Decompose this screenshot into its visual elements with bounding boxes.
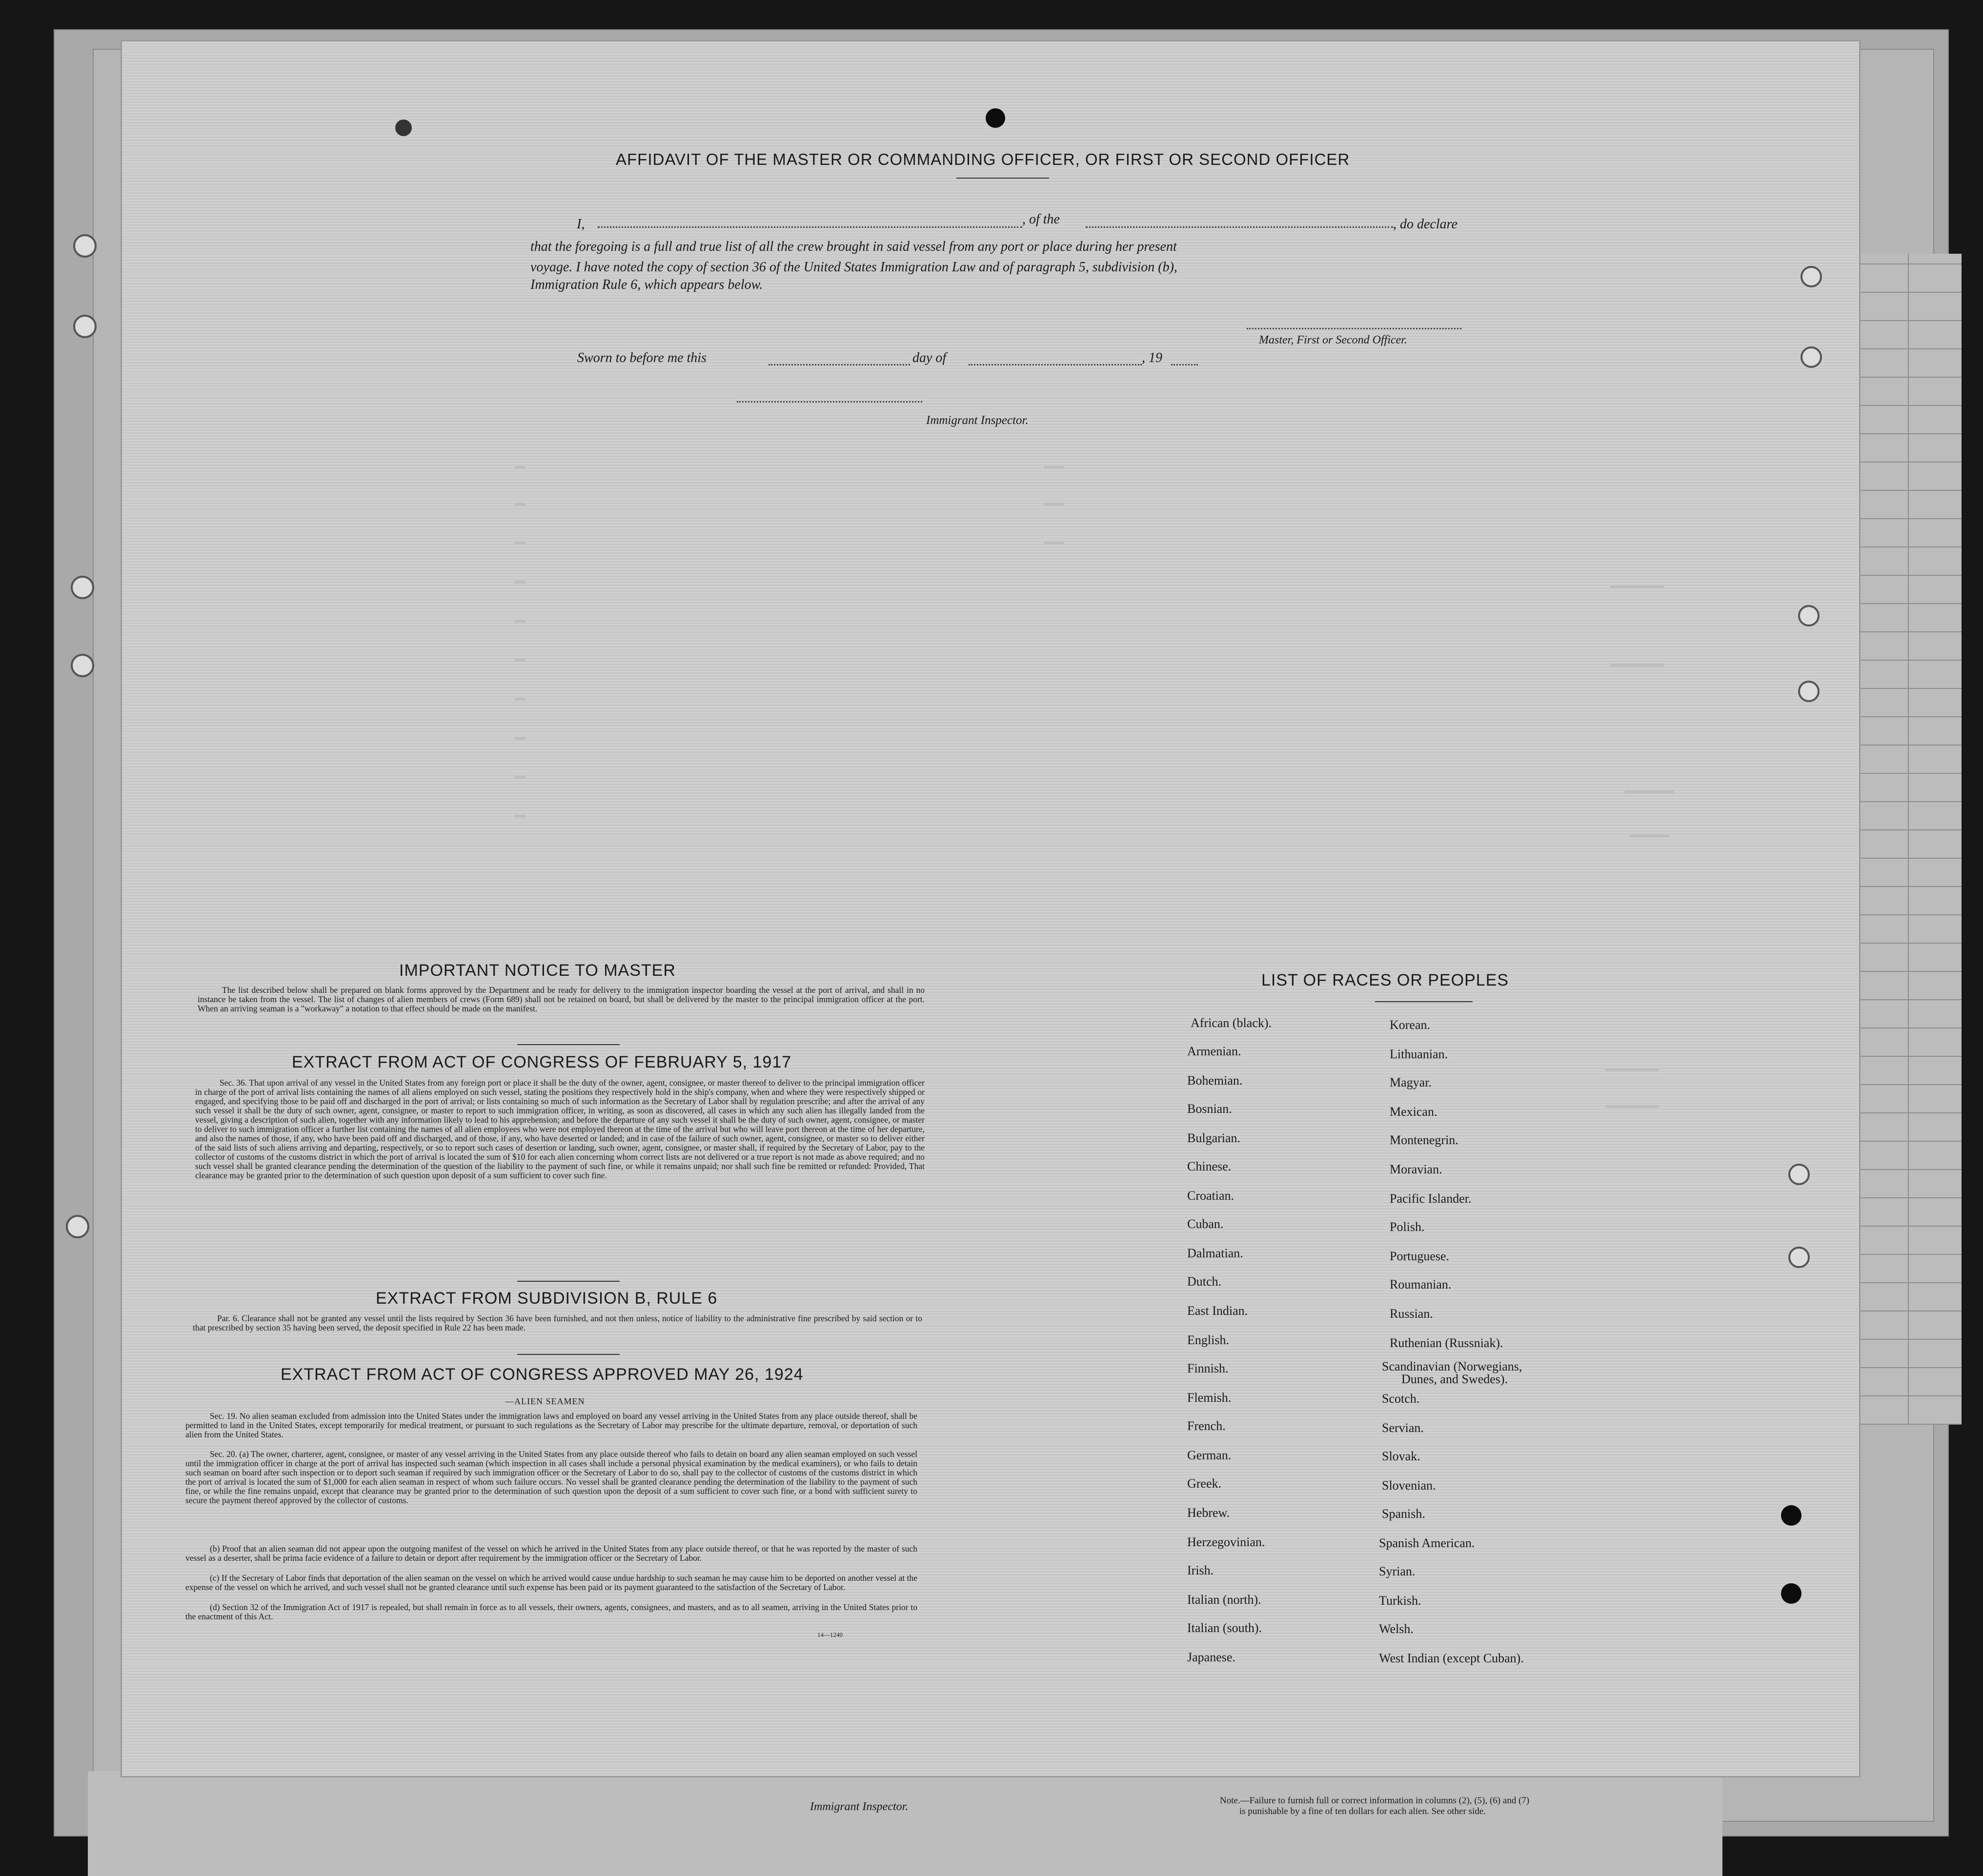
bleed-through-mark [515, 815, 526, 818]
binder-hole-right-5 [1788, 1164, 1810, 1185]
race-item: English. [1187, 1333, 1229, 1347]
bleed-through-mark [515, 581, 526, 584]
bleed-through-mark [515, 737, 526, 740]
race-item: Mexican. [1390, 1105, 1437, 1119]
race-item: Korean. [1390, 1018, 1431, 1032]
punch-hole-top [986, 108, 1005, 128]
extract-1924-title: EXTRACT FROM ACT OF CONGRESS APPROVED MAY 26, 1924 [281, 1365, 804, 1384]
bleed-through-mark [515, 620, 526, 623]
master-signature-label: Master, First or Second Officer. [1259, 334, 1407, 346]
bleed-through-mark [515, 542, 526, 545]
notice-rule [517, 1044, 620, 1045]
race-item: Greek. [1187, 1476, 1222, 1491]
bottom-note-line2: is punishable by a fine of ten dollars for each alien. See other side. [1239, 1806, 1486, 1816]
notice-title: IMPORTANT NOTICE TO MASTER [399, 961, 676, 980]
race-item: Scotch. [1382, 1392, 1420, 1406]
inspector-label: Immigrant Inspector. [926, 414, 1029, 427]
race-item: Polish. [1390, 1220, 1425, 1234]
sworn-month-field[interactable] [969, 364, 1142, 365]
binder-hole-right-1 [1801, 266, 1822, 287]
race-item: Spanish American. [1379, 1536, 1475, 1550]
race-item: Italian (north). [1187, 1593, 1261, 1607]
extract-rule6-rule [517, 1354, 620, 1355]
race-item: Irish. [1187, 1563, 1214, 1577]
bleed-through-mark [1044, 542, 1064, 545]
sworn-day-field[interactable] [769, 364, 910, 365]
race-item: East Indian. [1187, 1304, 1248, 1318]
race-item: Magyar. [1390, 1075, 1432, 1089]
binder-hole-right-3 [1798, 605, 1820, 626]
bleed-through-mark [515, 659, 526, 662]
race-item: Finnish. [1187, 1361, 1229, 1375]
bleed-through-mark [515, 503, 526, 505]
binder-hole-right-6 [1788, 1247, 1810, 1268]
races-title: LIST OF RACES OR PEOPLES [1261, 971, 1509, 989]
sworn-prefix: Sworn to before me this [577, 350, 707, 365]
race-item: Moravian. [1390, 1162, 1442, 1176]
binder-hole-left-3 [71, 576, 94, 599]
notice-body: The list described below shall be prepared on blank forms approved by the Department and be ready for delivery to the immigration inspector boarding the vessel at the port of arrival, and shall in no instance be taken from the vessel. The list of changes of alien members of crews (Form 689) shall not be retained on board, but shall be delivered by the master to the principal immigration officer at the port. When an arriving seaman is a "workaway" a notation to that effect should be made on the manifest. [198, 985, 925, 1013]
extract-1924-sec19: Sec. 19. No alien seaman excluded from admission into the United States under the immigration laws and employed on board any vessel arriving in the United States from any place outside thereof, shall be permitted to land in the United States, except temporarily for medical treatment, or pursuant to such regulations as the Secretary of Labor may prescribe for the ultimate departure, removal, or deportation of such alien from the United States. [185, 1411, 917, 1439]
race-item: Dunes, and Swedes). [1401, 1372, 1508, 1386]
bleed-through-mark [1625, 790, 1674, 793]
affidavit-title-rule [956, 178, 1049, 179]
master-signature-line[interactable] [1247, 328, 1461, 329]
affidavit-line4: Immigration Rule 6, which appears below. [530, 277, 763, 292]
race-item: Cuban. [1187, 1217, 1224, 1231]
race-item: Japanese. [1187, 1650, 1235, 1664]
affidavit-line1-i: I, [577, 217, 585, 232]
race-item: Ruthenian (Russniak). [1390, 1336, 1503, 1350]
affidavit-line1-of-the: , of the [1022, 212, 1060, 227]
race-item: Chinese. [1187, 1159, 1232, 1173]
race-item: Italian (south). [1187, 1621, 1262, 1635]
race-item: Armenian. [1187, 1044, 1241, 1058]
race-item: Welsh. [1379, 1622, 1414, 1636]
ruled-page-beneath [1854, 254, 1962, 1425]
race-item: Bulgarian. [1187, 1131, 1241, 1145]
officer-name-field[interactable] [598, 226, 1022, 228]
race-item: Syrian. [1379, 1564, 1416, 1578]
bleed-through-mark [515, 466, 526, 469]
race-item: Servian. [1382, 1421, 1424, 1435]
binder-hole-right-7 [1781, 1505, 1801, 1526]
bleed-through-mark [1610, 664, 1664, 666]
binder-hole-right-4 [1798, 681, 1820, 702]
race-item: Montenegrin. [1390, 1133, 1458, 1147]
race-item: Bohemian. [1187, 1073, 1243, 1088]
extract-1924-sec20c: (c) If the Secretary of Labor finds that deportation of the alien seaman on the vessel on which he arrived would cause undue hardship to such seaman he may cause him to be deported on another vessel at the expense of the vessel on which he arrived, and such vessel shall not be granted clearance until such expense has been paid or its payment guaranteed to the satisfaction of the Secretary of Labor. [185, 1573, 917, 1592]
race-item: Russian. [1390, 1307, 1433, 1321]
race-item: Roumanian. [1390, 1277, 1452, 1291]
race-item: Flemish. [1187, 1391, 1232, 1405]
bottom-inspector-label: Immigrant Inspector. [810, 1800, 909, 1813]
race-item: Dutch. [1187, 1274, 1222, 1289]
bleed-through-mark [1630, 834, 1669, 837]
punch-hole-left-top [395, 120, 412, 136]
vessel-name-field[interactable] [1086, 226, 1393, 228]
extract-1917-title: EXTRACT FROM ACT OF CONGRESS OF FEBRUARY 5, 1917 [292, 1053, 792, 1071]
bleed-through-mark [1605, 1069, 1659, 1071]
binder-hole-left-5 [66, 1215, 89, 1238]
sworn-year-field[interactable] [1171, 364, 1198, 365]
race-item: French. [1187, 1419, 1226, 1433]
extract-rule6-body: Par. 6. Clearance shall not be granted any vessel until the lists required by Section 36 have been furnished, and not then unless, notice of liability to the administrative fine prescribed by said section or to that prescribed by section 35 having been served, the deposit specified in Rule 22 has been made. [193, 1313, 922, 1332]
race-item: Slovenian. [1382, 1478, 1436, 1493]
extract-1924-sec20d: (d) Section 32 of the Immigration Act of 1917 is repealed, but shall remain in force as to all vessels, their owners, agents, consignees, and masters, and as to all seamen, arriving in the United States prior to the enactment of this Act. [185, 1602, 917, 1621]
races-title-rule [1375, 1001, 1473, 1002]
race-item: Slovak. [1382, 1449, 1420, 1463]
race-item: African (black). [1191, 1016, 1272, 1030]
bottom-note: Note.—Failure to furnish full or correct information in columns (2), (5), (6) and (7) [1220, 1795, 1530, 1806]
race-item: German. [1187, 1448, 1232, 1462]
race-item: Dalmatian. [1187, 1246, 1243, 1260]
manifest-page [122, 41, 1859, 1776]
affidavit-line1-declare: , do declare [1393, 217, 1457, 232]
race-item: Turkish. [1379, 1594, 1421, 1608]
extract-1924-subtitle: —ALIEN SEAMEN [505, 1396, 585, 1406]
bleed-through-mark [1044, 503, 1064, 505]
affidavit-line2: that the foregoing is a full and true list of all the crew brought in said vessel from any port or place during her present [530, 239, 1177, 254]
bleed-through-mark [515, 776, 526, 779]
extract-1924-sec20b: (b) Proof that an alien seaman did not appear upon the outgoing manifest of the vessel on which he arrived in the United States from any place outside thereof, or that he was reported by the master of such vessel as a deserter, shall be prima facie evidence of a failure to detain or deport after requirement by the immigration officer or the Secretary of Labor. [185, 1544, 917, 1563]
inspector-signature-line[interactable] [737, 401, 922, 403]
extract-1924-sec20a: Sec. 20. (a) The owner, charterer, agent, consignee, or master of any vessel arriving in the United States from any place outside thereof who fails to detain on board any alien seaman employed on such vessel until the immigration officer in charge at the port of arrival has inspected such seaman (which inspection in all cases shall include a personal physical examination by the medical examiners), or who fails to detain such seaman on board after such inspection or to deport such seaman if required by such immigration officer or the Secretary of Labor to do so, shall pay to the collector of customs of the customs district in which the port of arrival is located the sum of $1,000 for each alien seaman in respect of whom such failure occurs. No vessel shall be granted clearance pending the determination of the liability to the payment of such fine, or while the fine remains unpaid, except that clearance may be granted prior to the determination of such question upon the deposit of a sum sufficient to cover such fine, or a bond with sufficient surety to secure the payment thereof approved by the collector of customs. [185, 1449, 917, 1505]
race-item: Portuguese. [1390, 1249, 1450, 1263]
race-item: Spanish. [1382, 1507, 1425, 1521]
binder-hole-right-8 [1781, 1583, 1801, 1604]
extract-1917-rule [517, 1281, 620, 1282]
race-item: Herzegovinian. [1187, 1535, 1265, 1549]
sworn-day-of: day of [912, 350, 947, 365]
race-item: Bosnian. [1187, 1102, 1232, 1116]
race-item: West Indian (except Cuban). [1379, 1651, 1524, 1665]
affidavit-title: AFFIDAVIT OF THE MASTER OR COMMANDING OFFICER, OR FIRST OR SECOND OFFICER [616, 150, 1350, 168]
affidavit-line3: voyage. I have noted the copy of section 36 of the United States Immigration Law and of paragraph 5, subdivision (b), [530, 260, 1177, 275]
extract-rule6-title: EXTRACT FROM SUBDIVISION B, RULE 6 [376, 1289, 718, 1308]
extract-1917-body: Sec. 36. That upon arrival of any vessel in the United States from any foreign port or place it shall be the duty of the owner, agent, consignee, or master thereof to deliver to the principal immigration officer in charge of the port of arrival lists containing the names of all aliens employed on such vessel, stating the positions they respectively hold in the ship's company, when and where they were respectively shipped or engaged, and specifying those to be paid off and discharged in the port of arrival; or lists containing so much of such information as the Secretary of Labor shall by regulation prescribe; and after the arrival of any such vessel it shall be the duty of such owner, agent, consignee, or master to report to such immigration officer, in writing, as soon as discovered, all cases in which any such alien has illegally landed from the vessel, giving a description of such alien, together with any information likely to lead to his apprehension; and before the departure of any such vessel it shall be the duty of such owner, agent, consignee, or master to deliver to such immigration officer a further list containing the names of all alien employees who were not employed thereon at the time of the arrival but who will leave port thereon at the time of her departure, and also the names of those, if any, who have been paid off and discharged, and of those, if any, who have deserted or landed; and in case of the failure of such owner, agent, consignee, or master so to deliver either of the said lists of such aliens arriving and departing, respectively, or so to report such cases of desertion or landing, such owner, agent, consignee, or master shall, if required by the Secretary of Labor, pay to the collector of customs of the customs district in which the port of arrival is located the sum of $10 for each alien concerning whom correct lists are not delivered or a true report is not made as above required; and no such vessel shall be granted clearance pending the determination of the question of the liability to the payment of such fine, or while it remains unpaid; nor shall such fine be remitted or refunded: Provided, That clearance may be granted prior to the determination of such question upon deposit of a sum sufficient to cover such fine. [195, 1078, 925, 1180]
binder-hole-right-2 [1801, 346, 1822, 368]
race-item: Croatian. [1187, 1189, 1234, 1203]
bleed-through-mark [1605, 1105, 1659, 1108]
binder-hole-left-2 [73, 315, 97, 338]
sworn-year: , 19 [1142, 350, 1162, 365]
binder-hole-left-1 [73, 234, 97, 258]
bleed-through-mark [515, 698, 526, 701]
form-number: 14—1240 [817, 1631, 843, 1638]
binder-hole-left-4 [71, 654, 94, 677]
bottom-strip [88, 1771, 1722, 1876]
bleed-through-mark [1044, 466, 1064, 469]
race-item: Lithuanian. [1390, 1047, 1448, 1061]
race-item: Scandinavian (Norwegians, [1382, 1359, 1522, 1373]
bleed-through-mark [1610, 585, 1664, 588]
race-item: Pacific Islander. [1390, 1191, 1472, 1206]
race-item: Hebrew. [1187, 1506, 1230, 1520]
